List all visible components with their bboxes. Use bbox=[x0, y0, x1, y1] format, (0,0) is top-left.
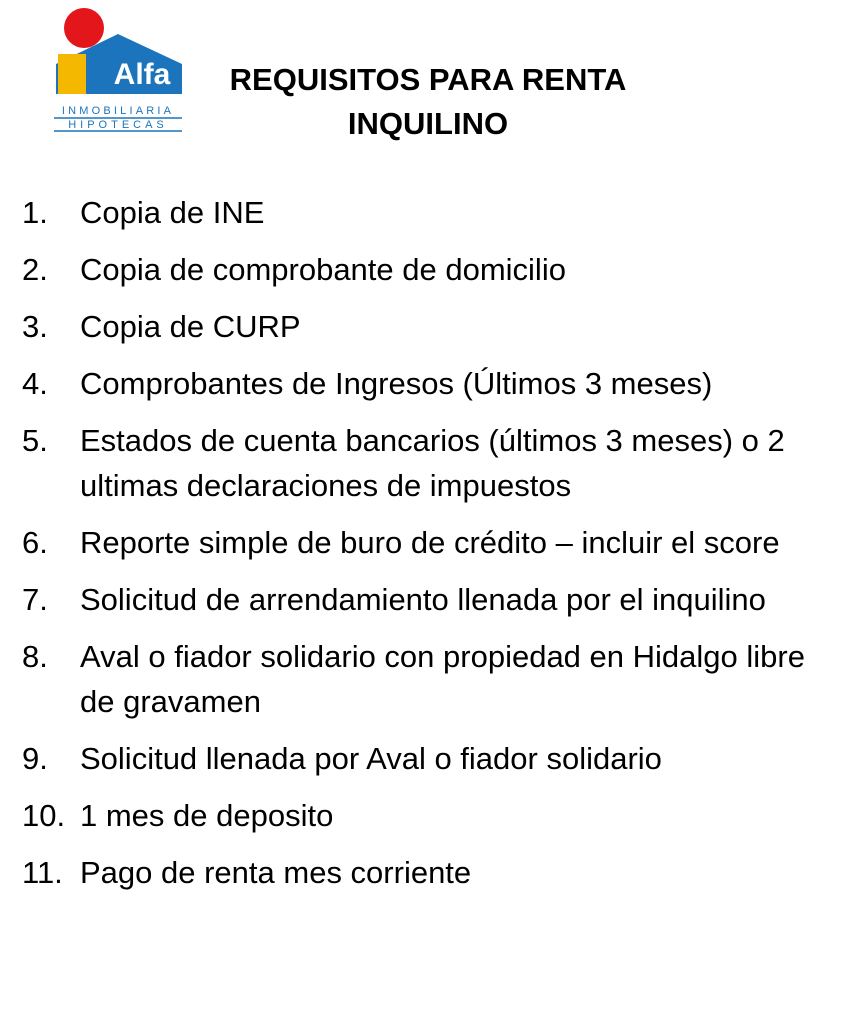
item-text: Comprobantes de Ingresos (Últimos 3 meses) bbox=[80, 366, 713, 401]
red-circle bbox=[64, 8, 104, 48]
list-item bbox=[22, 418, 837, 508]
item-number: 5. bbox=[22, 423, 48, 458]
logo-brand-text: Alfa bbox=[113, 58, 171, 91]
item-text: Copia de INE bbox=[80, 195, 265, 230]
list-item bbox=[22, 634, 837, 724]
item-text: Solicitud de arrendamiento llenada por el inquilino bbox=[80, 582, 766, 617]
item-text: Estados de cuenta bancarios (últimos 3 meses) o 2 ultimas declaraciones de impuestos bbox=[80, 423, 785, 503]
item-text: 1 mes de deposito bbox=[80, 798, 334, 833]
requirements-list bbox=[22, 190, 837, 907]
item-number: 3. bbox=[22, 309, 48, 344]
title-line-1: REQUISITOS PARA RENTA bbox=[229, 62, 627, 97]
item-text: Reporte simple de buro de crédito – incluir el score bbox=[80, 525, 780, 560]
logo-line2-text: HIPOTECAS bbox=[68, 119, 168, 131]
list-item bbox=[22, 850, 837, 895]
item-number: 8. bbox=[22, 639, 48, 674]
item-text: Aval o fiador solidario con propiedad en Hidalgo libre de gravamen bbox=[80, 639, 805, 719]
list-item bbox=[22, 304, 837, 349]
yellow-block bbox=[58, 54, 86, 94]
list-item bbox=[22, 361, 837, 406]
list-item bbox=[22, 520, 837, 565]
item-number: 2. bbox=[22, 252, 48, 287]
item-text: Pago de renta mes corriente bbox=[80, 855, 472, 890]
item-number: 11. bbox=[22, 855, 63, 890]
list-item bbox=[22, 247, 837, 292]
item-number: 9. bbox=[22, 741, 48, 776]
list-item bbox=[22, 793, 837, 838]
item-text: Copia de CURP bbox=[80, 309, 301, 344]
alfa-logo-mark bbox=[50, 6, 186, 138]
list-item bbox=[22, 190, 837, 235]
page-title bbox=[200, 58, 656, 146]
alfa-logo bbox=[50, 6, 186, 138]
list-item bbox=[22, 577, 837, 622]
item-number: 10. bbox=[22, 798, 66, 833]
logo-line1-text: INMOBILIARIA bbox=[61, 105, 175, 117]
item-number: 4. bbox=[22, 366, 48, 401]
item-text: Copia de comprobante de domicilio bbox=[80, 252, 566, 287]
item-number: 1. bbox=[22, 195, 48, 230]
title-line-2: INQUILINO bbox=[347, 106, 509, 141]
list-item bbox=[22, 736, 837, 781]
item-text: Solicitud llenada por Aval o fiador solidario bbox=[80, 741, 662, 776]
item-number: 6. bbox=[22, 525, 48, 560]
item-number: 7. bbox=[22, 582, 48, 617]
